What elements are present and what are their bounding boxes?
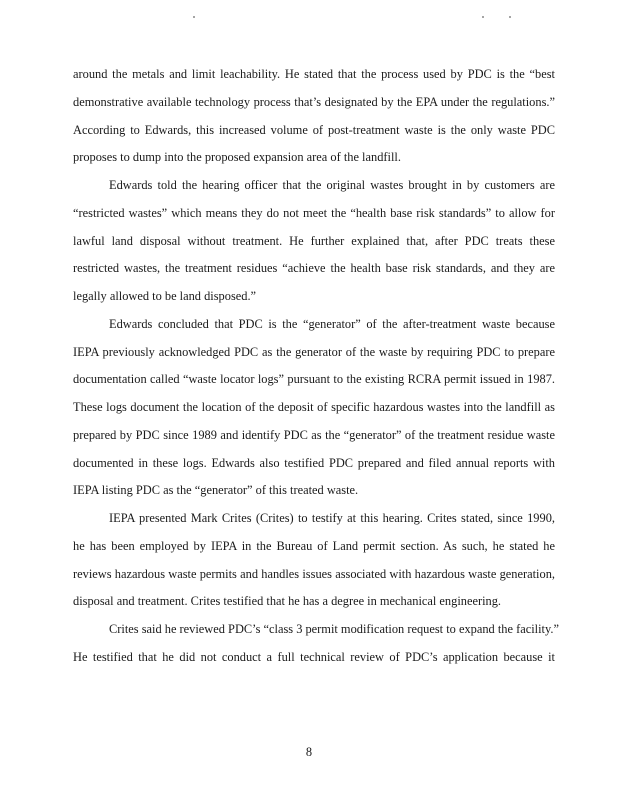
scan-speck <box>482 16 484 18</box>
text-line: These logs document the location of the deposit of specific hazardous wastes into the landfill as <box>73 400 555 414</box>
text-line: demonstrative available technology process that’s designated by the EPA under the regulations.” <box>73 94 555 109</box>
paragraph <box>73 172 555 311</box>
text-line: IEPA listing PDC as the “generator” of this treated waste. <box>73 483 359 498</box>
text-line: documentation called “waste locator logs” pursuant to the existing RCRA permit issued in 1987. <box>73 372 555 387</box>
paragraph <box>73 61 555 172</box>
text-line: IEPA presented Mark Crites (Crites) to testify at this hearing. Crites stated, since 1990, <box>109 511 555 525</box>
text-line: he has been employed by IEPA in the Bureau of Land permit section. As such, he stated he <box>73 538 555 553</box>
text-line: documented in these logs. Edwards also testified PDC prepared and filed annual reports with <box>73 455 555 470</box>
text-line: He testified that he did not conduct a full technical review of PDC’s application because it <box>73 649 555 664</box>
paragraph <box>73 505 555 616</box>
text-line: According to Edwards, this increased volume of post-treatment waste is the only waste PDC <box>73 122 555 137</box>
scan-speck <box>509 16 511 18</box>
text-line: Crites said he reviewed PDC’s “class 3 permit modification request to expand the facility.” <box>109 622 559 636</box>
text-line: Edwards told the hearing officer that the original wastes brought in by customers are <box>109 178 555 192</box>
text-line: around the metals and limit leachability. He stated that the process used by PDC is the “best <box>73 67 555 81</box>
text-line: proposes to dump into the proposed expansion area of the landfill. <box>73 150 401 165</box>
text-line: “restricted wastes” which means they do not meet the “health base risk standards” to allow for <box>73 205 555 220</box>
paragraph <box>73 616 559 672</box>
text-line: legally allowed to be land disposed.” <box>73 289 257 303</box>
text-line: restricted wastes, the treatment residues “achieve the health base risk standards, and they are <box>73 261 555 276</box>
text-line: IEPA previously acknowledged PDC as the generator of the waste by requiring PDC to prepare <box>73 344 555 359</box>
paragraph <box>73 311 555 505</box>
body-text <box>73 61 559 672</box>
text-line: disposal and treatment. Crites testified that he has a degree in mechanical engineering. <box>73 594 502 609</box>
text-line: lawful land disposal without treatment. He further explained that, after PDC treats these <box>73 233 555 248</box>
text-line: prepared by PDC since 1989 and identify PDC as the “generator” of the treatment residue waste <box>73 427 555 442</box>
page-number: 8 <box>305 745 313 759</box>
text-line: Edwards concluded that PDC is the “generator” of the after-treatment waste because <box>109 316 555 331</box>
scan-speck <box>193 16 195 18</box>
text-line: reviews hazardous waste permits and handles issues associated with hazardous waste generation, <box>73 566 555 581</box>
